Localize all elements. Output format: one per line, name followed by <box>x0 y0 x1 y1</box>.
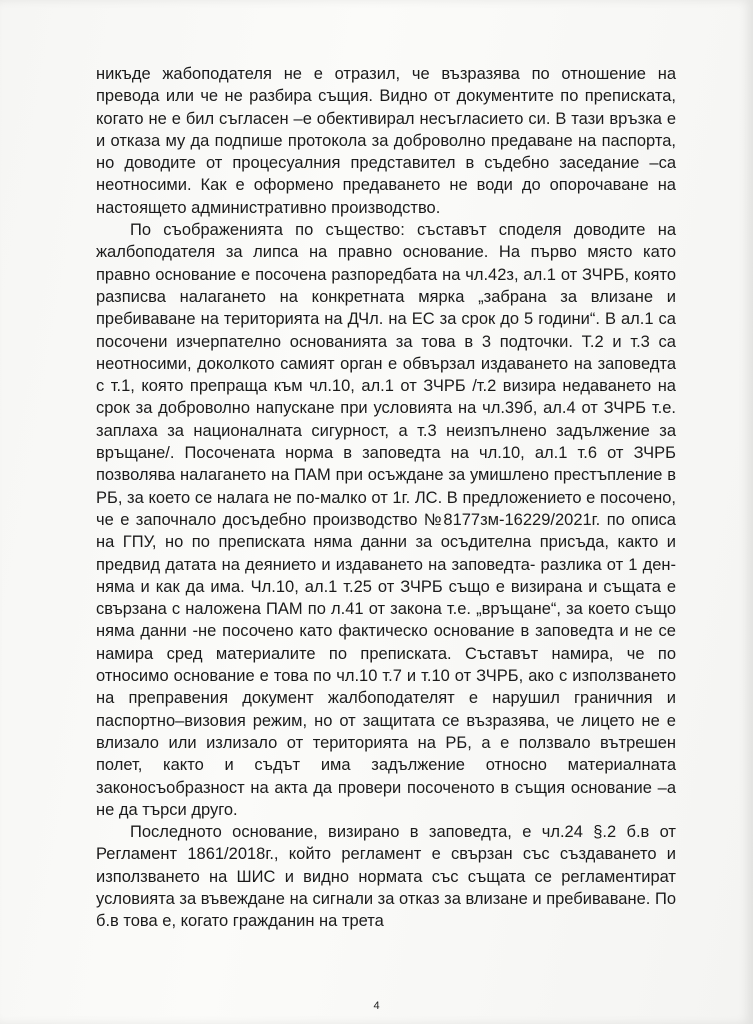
page-number: 4 <box>373 1000 380 1012</box>
paragraph-regulation: Последното основание, визирано в заповедта, е чл.24 §.2 б.в от Регламент 1861/2018г., който регламент е свързан със създаването и използването на ШИС и видно нормата със същата се регламентират условията за въвеждане на сигнали за отказ за влизане и пребиваване. По б.в това е, когато гражданин на трета <box>96 823 676 931</box>
paragraph-continuation: никъде жабоподателя не е отразил, че възразява по отношение на превода или че не разбира същия. Видно от документите по преписката, когато не е бил съгласен –е обективирал несъгласието си. В тази връзка е и отказа му да подпише протокола за доброволно предаване на паспорта, но доводите от процесуалния представител в съдебно заседание –са неотносими. Как е оформено предаването не води до опорочаване на настоящето административно производство. <box>96 65 676 217</box>
paragraph-merits: По съображенията по същество: съставът споделя доводите на жалбоподателя за липса на правно основание. На първо място като правно основание е посочена разпоредбата на чл.42з, ал.1 от ЗЧРБ, която разписва налагането на конкретната мярка „забрана за влизане и пребиваване на територията на ДЧл. на ЕС за срок до 5 години“. В ал.1 са посочени изчерпателно основанията за това в 3 подточки. Т.2 и т.3 са неотносими, доколкото самият орган е обвързал издаването на заповедта с т.1, която препраща към чл.10, ал.1 от ЗЧРБ /т.2 визира недаването на срок за доброволно напускане при условията на чл.39б, ал.4 от ЗЧРБ т.е. заплаха за националната сигурност, а т.3 неизпълнено задължение за връщане/. Посочената норма в заповедта на чл.10, ал.1 т.6 от ЗЧРБ позволява налагането на ПАМ при осъждане за умишлено престъпление в РБ, за което се налага не по-малко от 1г. ЛС. В предложението е посочено, че е започнало досъдебно производство №8177зм-16229/2021г. по описа на ГПУ, но по преписката няма данни за осъдителна присъда, както и предвид датата на деянието и издаването на заповедта- разлика от 1 ден- няма и как да има. Чл.10, ал.1 т.25 от ЗЧРБ също е визирана и същата е свързана с наложена ПАМ по л.41 от закона т.е. „връщане“, за което също няма данни -не посочено като фактическо основание в заповедта и не се намира сред материалите по преписката. Съставът намира, че по относимо основание е това по чл.10 т.7 и т.10 от ЗЧРБ, ако с използването на преправения документ жалбоподателят е нарушил граничния и паспортно–визовия режим, но от защитата се възразява, че лицето не е влизало или излизало от територията на РБ, а е ползвало вътрешен полет, както и съдът има задължение относно материалната законосъобразност на акта да провери посоченото в същия основание –а не да търси друго. <box>96 221 676 819</box>
body-text <box>96 63 676 933</box>
